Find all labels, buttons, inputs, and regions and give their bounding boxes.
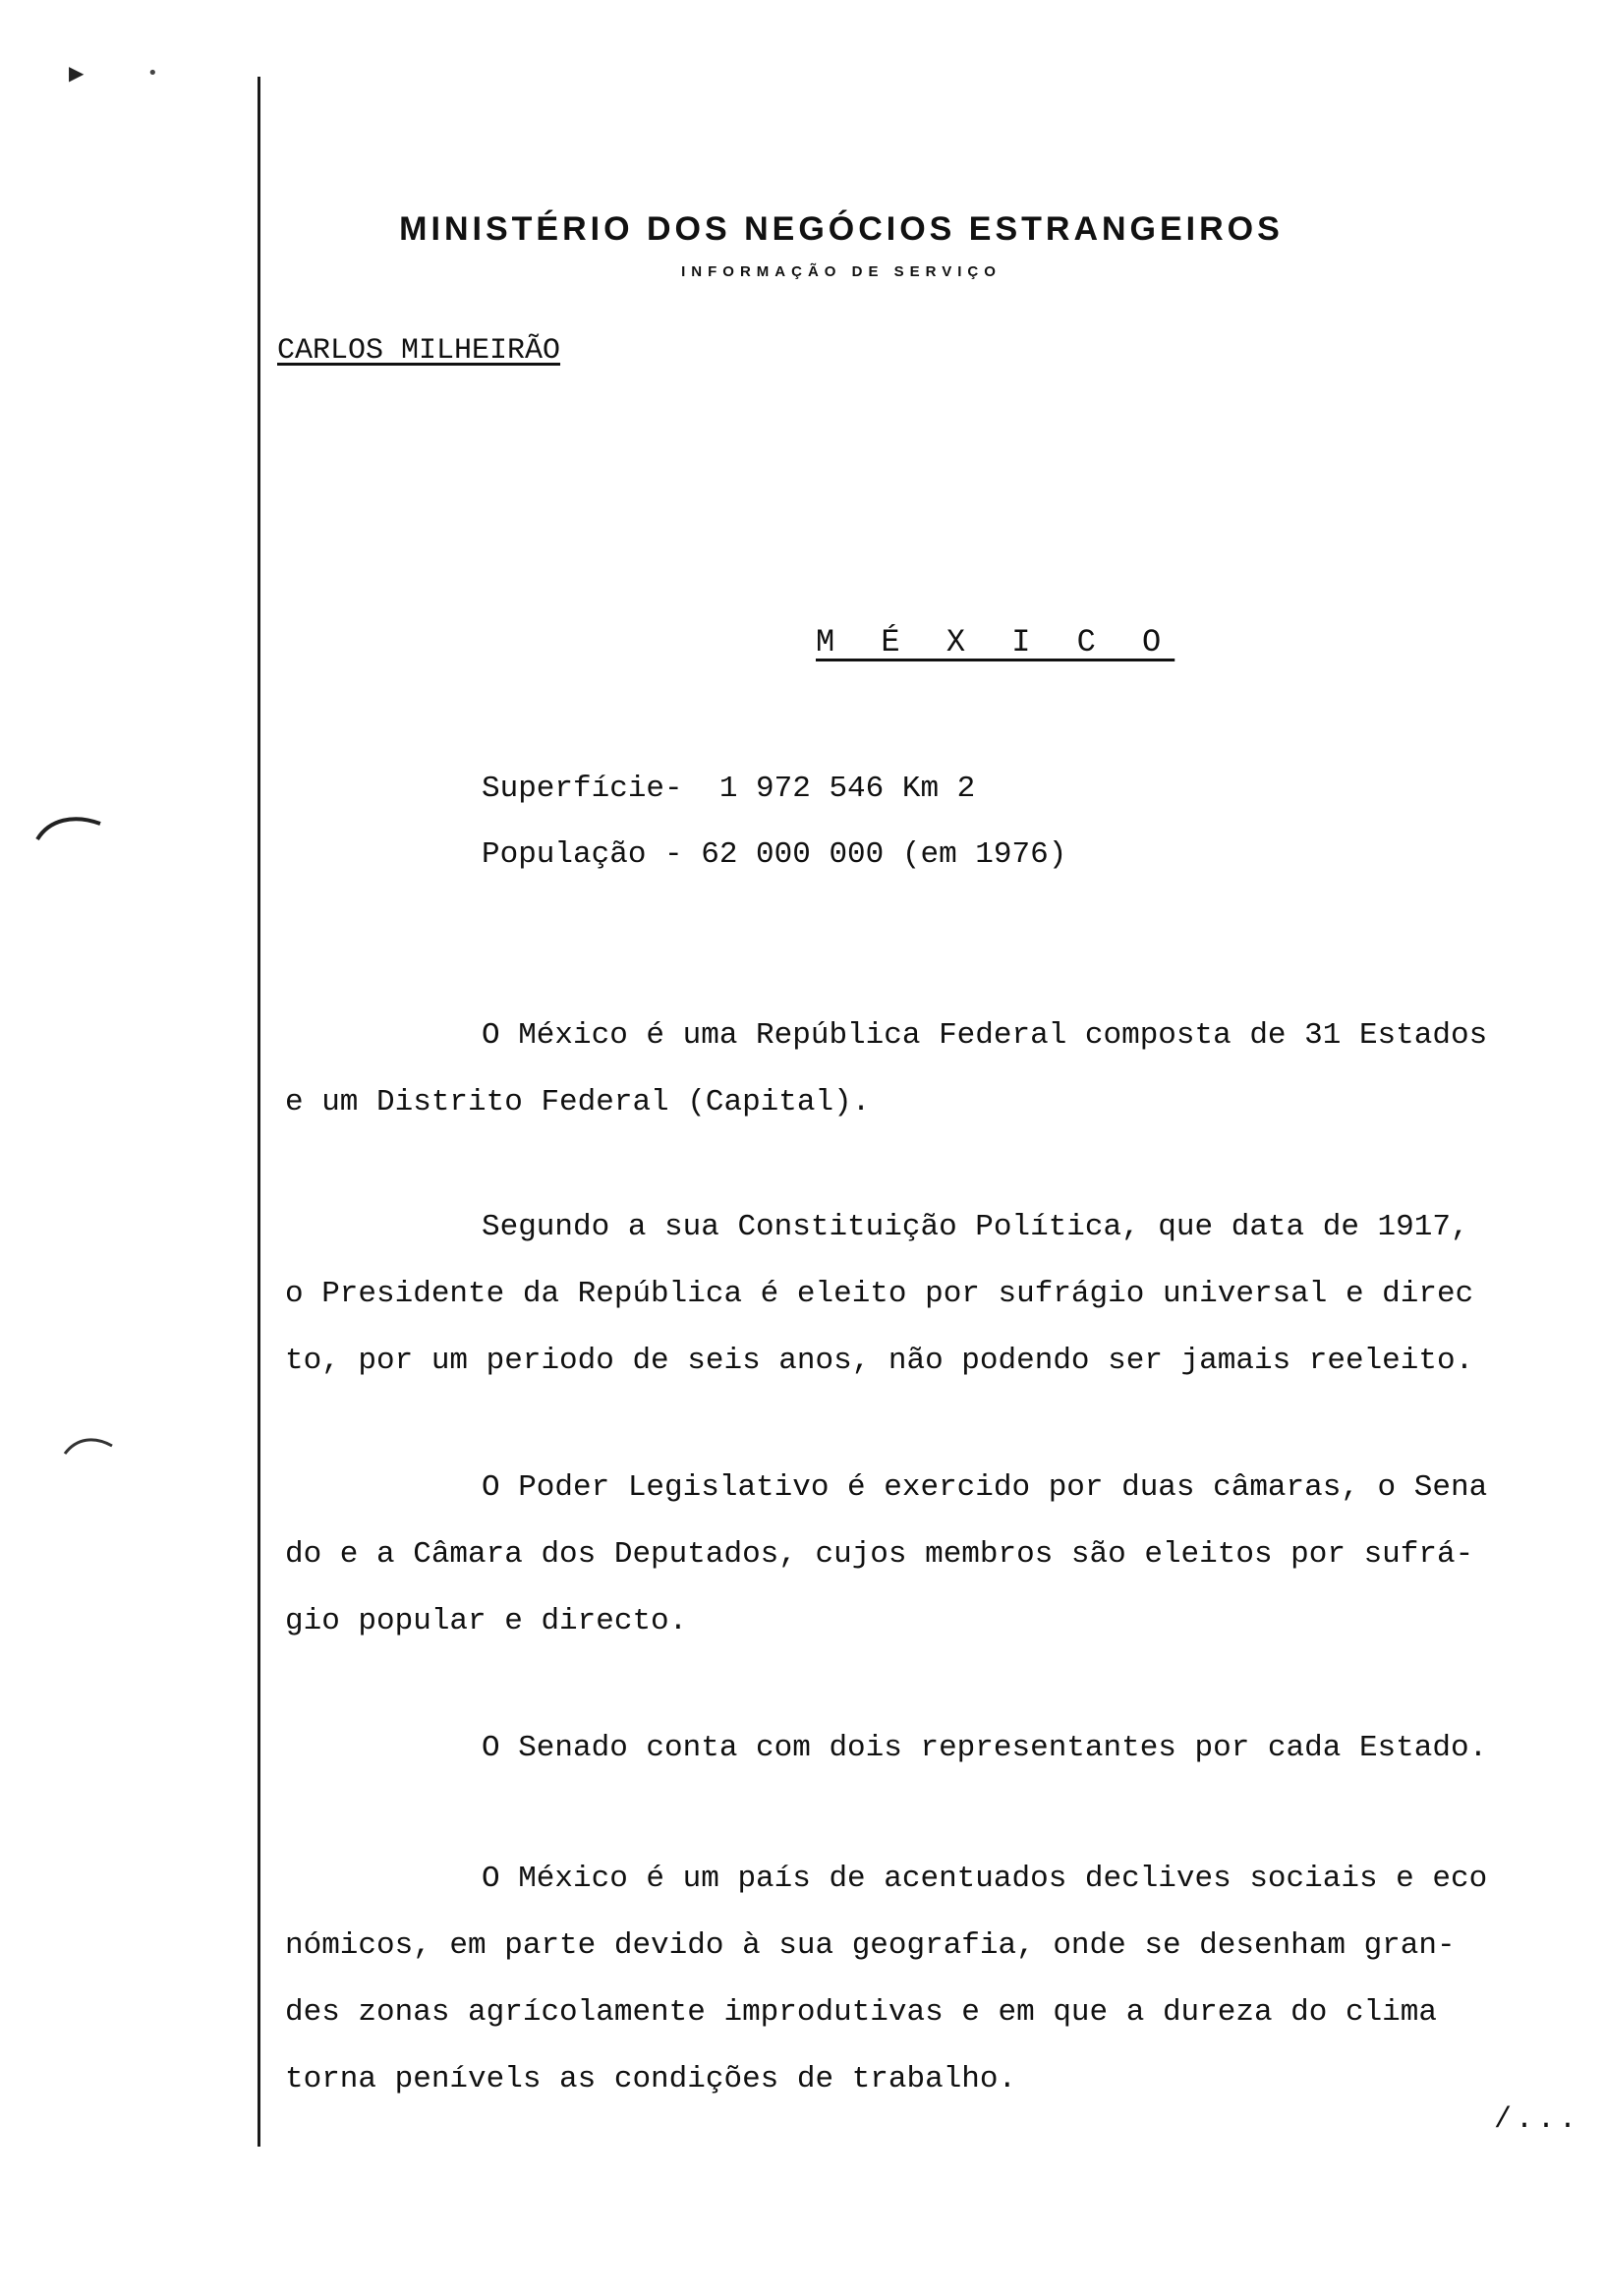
paragraph: [285, 1003, 1582, 1136]
paragraph: [285, 1194, 1582, 1395]
paragraph: [285, 1846, 1582, 2113]
text-line: des zonas agrícolamente improdutivas e em que a dureza do clima: [285, 1995, 1437, 2030]
document-title: M É X I C O: [816, 624, 1175, 660]
text-line: gio popular e directo.: [285, 1604, 688, 1638]
scan-mark-icon: ▶: [69, 61, 85, 85]
punch-hole-mark-icon: [59, 1430, 118, 1460]
paragraph: [285, 1715, 1582, 1782]
text-line: nómicos, em parte devido à sua geografia, onde se desenham gran-: [285, 1928, 1456, 1963]
stat-area: Superfície- 1 972 546 Km 2: [482, 772, 976, 806]
punch-hole-mark-icon: [29, 806, 108, 845]
text-line: O Poder Legislativo é exercido por duas câmaras, o Sena: [482, 1470, 1488, 1505]
text-line: O México é uma República Federal composta de 31 Estados: [482, 1018, 1488, 1053]
text-line: torna penívels as condições de trabalho.: [285, 2062, 1017, 2096]
scan-speck-icon: •: [147, 63, 158, 84]
service-subheading: INFORMAÇÃO DE SERVIÇO: [681, 263, 1002, 280]
text-line: O México é um país de acentuados declives sociais e eco: [482, 1862, 1488, 1896]
text-line: O Senado conta com dois representantes por cada Estado.: [482, 1731, 1488, 1765]
text-line: o Presidente da República é eleito por sufrágio universal e direc: [285, 1277, 1474, 1311]
text-line: to, por um periodo de seis anos, não podendo ser jamais reeleito.: [285, 1344, 1474, 1378]
stat-population: População - 62 000 000 (em 1976): [482, 837, 1067, 872]
text-line: e um Distrito Federal (Capital).: [285, 1085, 871, 1119]
paragraph: [285, 1455, 1582, 1655]
continuation-marker: /...: [1494, 2103, 1581, 2137]
margin-rule: [258, 77, 260, 2147]
ministry-heading: MINISTÉRIO DOS NEGÓCIOS ESTRANGEIROS: [399, 210, 1284, 248]
text-line: do e a Câmara dos Deputados, cujos membros são eleitos por sufrá-: [285, 1537, 1474, 1572]
author-name: CARLOS MILHEIRÃO: [277, 334, 561, 368]
text-line: Segundo a sua Constituição Política, que data de 1917,: [482, 1210, 1469, 1244]
